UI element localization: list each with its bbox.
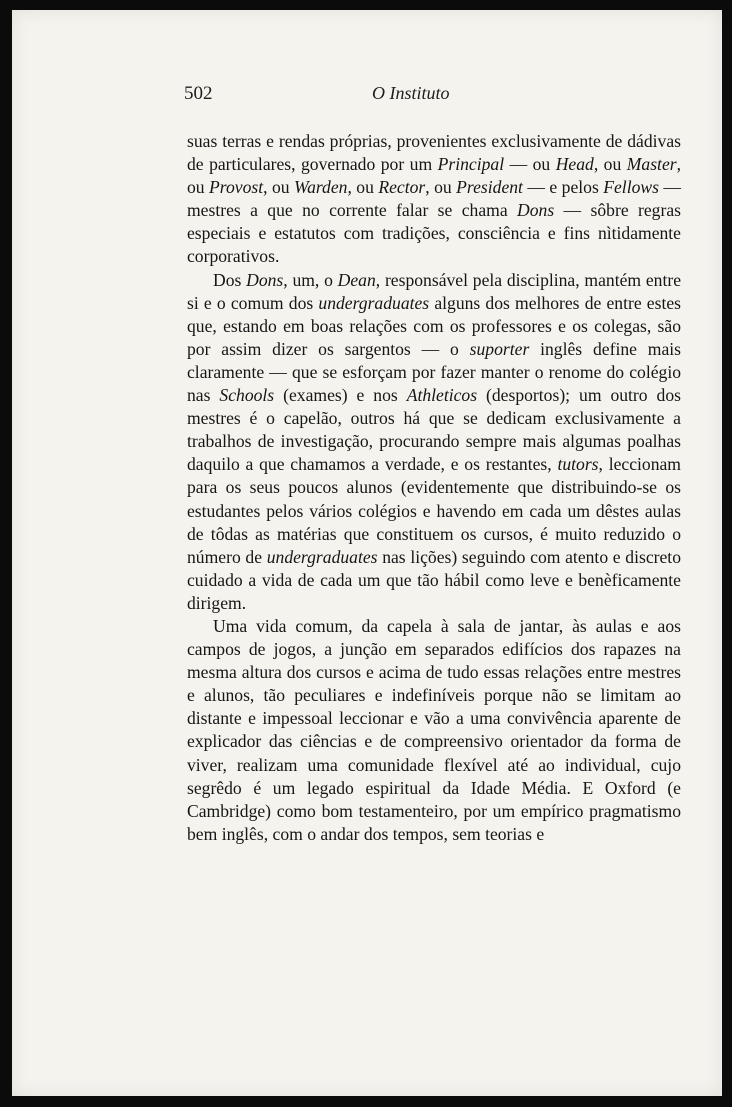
italic-term: Dons <box>246 269 284 290</box>
italic-term: Fellows <box>603 177 659 198</box>
text-run: , responsável pela disciplina, mantém entre si e o comum dos <box>187 269 682 313</box>
italic-term: Warden <box>294 177 348 198</box>
text-run: inglês define mais claramente — que se esforçam por fazer manter o renome do colégio nas <box>187 338 681 406</box>
paragraph <box>187 269 681 615</box>
paragraph <box>187 130 681 269</box>
italic-term: Master <box>626 154 677 175</box>
text-run: nas lições) seguindo com atento e discreto cuidado a vida de cada um que tão hábil como leve e benèficamente dirigem. <box>187 546 681 613</box>
italic-term: Head <box>555 154 594 175</box>
text-run: , leccionam para os seus poucos alunos (evidentemente que distribuindo-se os estudantes pelos vários colégios e havendo em cada um dêstes aulas de tôdas as matérias que constituem os cursos, é muito reduzido o número de <box>187 454 681 567</box>
text-run: , ou <box>347 177 379 198</box>
italic-term: Principal <box>437 154 505 175</box>
paragraph <box>187 615 681 846</box>
book-page <box>12 10 722 1096</box>
running-title: O Instituto <box>372 83 450 103</box>
italic-term: Provost <box>209 177 264 198</box>
text-run: , um, o <box>283 269 338 290</box>
italic-term: undergraduates <box>318 292 430 313</box>
body-text <box>187 130 681 846</box>
text-run: — e pelos <box>522 177 604 198</box>
page-number: 502 <box>184 83 213 104</box>
text-run: alguns dos melhores de entre estes que, estando em boas relações com os professores e os colegas, são por assim dizer os sargentos — o <box>187 292 681 359</box>
page-header <box>184 83 684 107</box>
italic-term: undergraduates <box>266 546 378 567</box>
italic-term: Dean <box>337 269 376 290</box>
italic-term: President <box>456 177 523 198</box>
text-run: (desportos); um outro dos mestres é o capelão, outros há que se dedicam exclusivamente a trabalhos de investigação, procurando sempre mais algumas poalhas daquilo a que chamamos a verdade, e os restantes, <box>187 385 681 475</box>
text-run: (exames) e nos <box>274 385 407 406</box>
italic-term: Athleticos <box>406 385 478 406</box>
italic-term: Schools <box>219 385 275 406</box>
italic-term: tutors <box>557 454 599 475</box>
text-run: Dos <box>213 269 247 290</box>
text-run: , ou <box>187 154 681 198</box>
text-run: — sôbre regras especiais e estatutos com tradições, consciência e fins nìtidamente corporativos. <box>187 200 681 267</box>
text-run: — ou <box>504 154 556 175</box>
text-run: , ou <box>425 177 457 198</box>
text-run: — mestres a que no corrente falar se chama <box>187 177 682 221</box>
italic-term: Dons <box>517 200 555 221</box>
italic-term: Rector <box>378 177 426 198</box>
text-run: , ou <box>593 154 627 175</box>
italic-term: suporter <box>469 338 530 359</box>
text-run: suas terras e rendas próprias, provenientes exclusivamente de dádivas de particulares, governado por um <box>187 131 681 175</box>
text-run: , ou <box>263 177 295 198</box>
text-run: Uma vida comum, da capela à sala de jantar, às aulas e aos campos de jogos, a junção em separados edifícios dos rapazes na mesma altura dos cursos e acima de tudo essas relações entre mestres e alunos, tão peculiares e indefiníveis porque não se limitam ao distante e impessoal leccionar e vão a uma convivência aparente de explicador das ciências e de compreensivo orientador da forma de viver, realizam uma comunidade flexível até ao individual, cujo segrêdo é um legado espiritual da Idade Média. E Oxford (e Cambridge) como bom testamenteiro, por um empírico pragmatismo bem inglês, com o andar dos tempos, sem teorias e <box>187 615 681 844</box>
